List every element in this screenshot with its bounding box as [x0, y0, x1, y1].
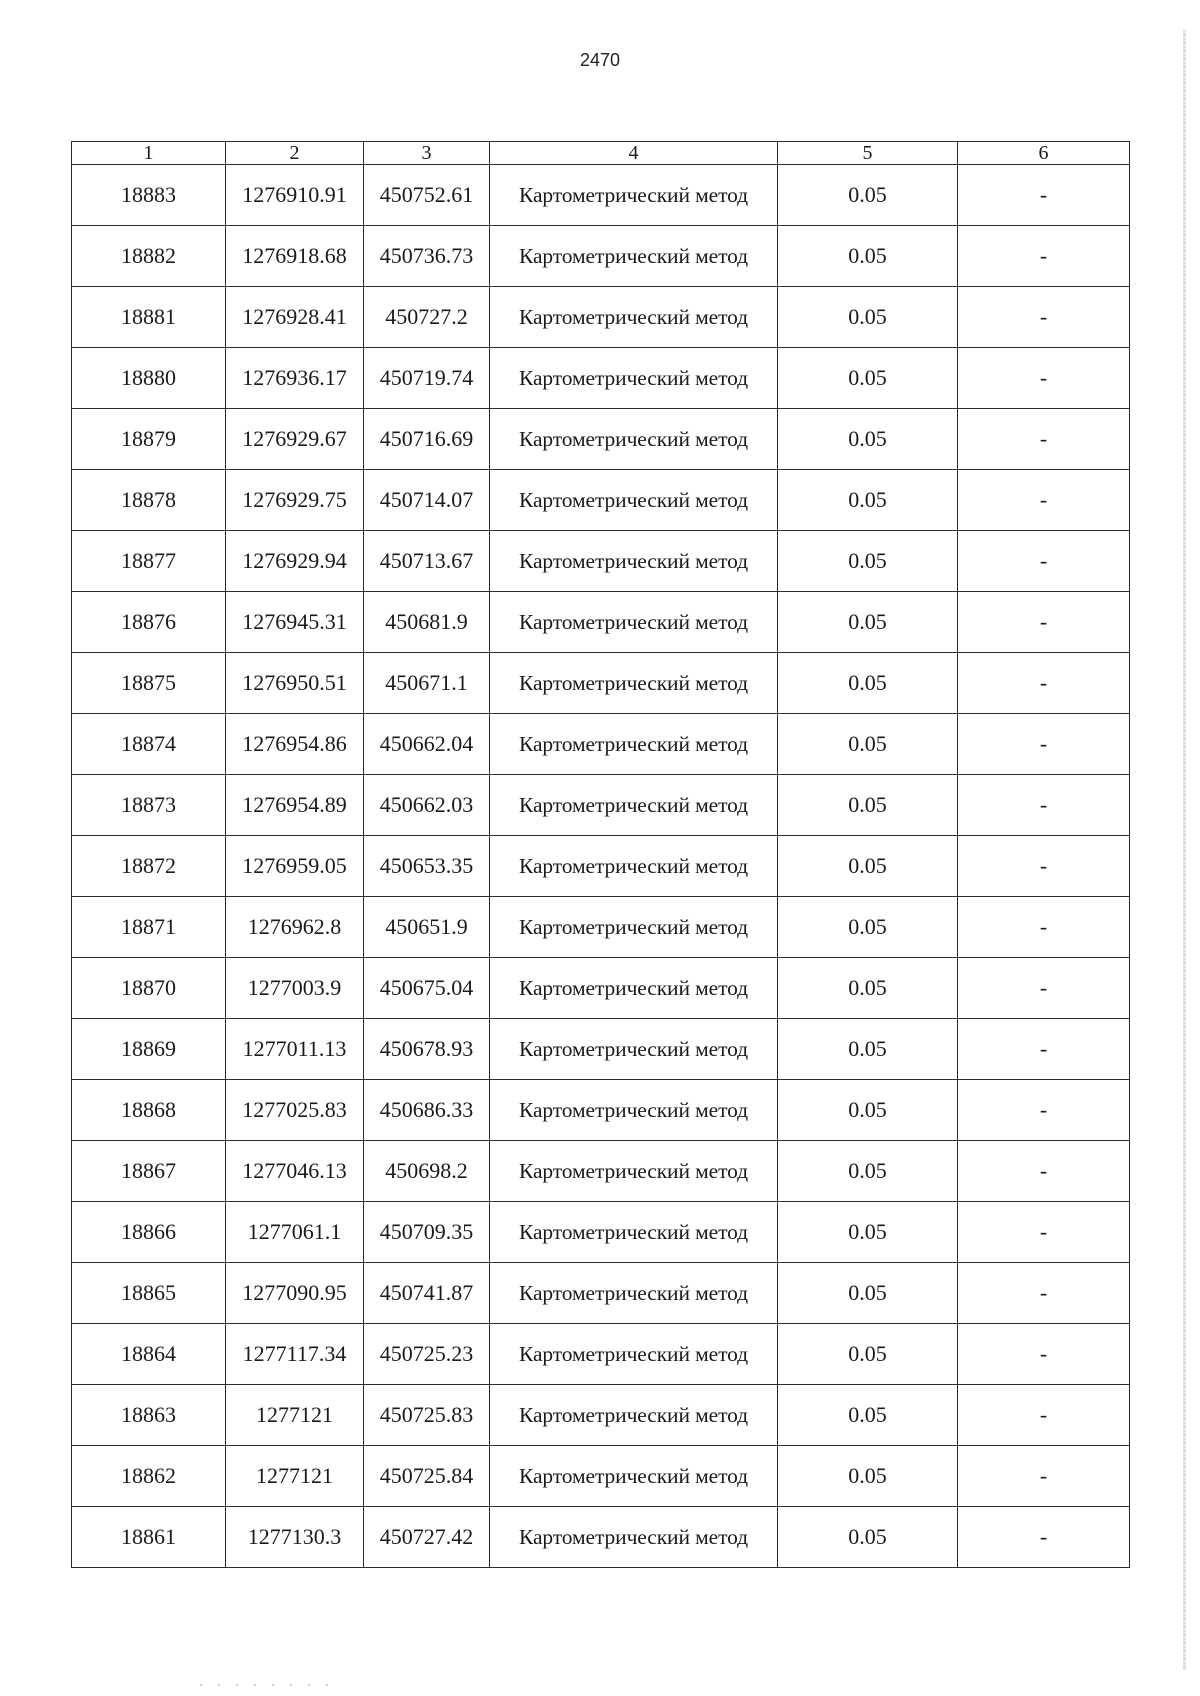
table-cell: 450651.9 — [364, 897, 490, 958]
table-cell: 18873 — [72, 775, 226, 836]
table-row — [72, 409, 1130, 470]
table-cell: 0.05 — [778, 409, 958, 470]
table-header — [72, 142, 1130, 165]
table-cell: - — [958, 226, 1130, 287]
table-cell: 18881 — [72, 287, 226, 348]
table-cell: 450716.69 — [364, 409, 490, 470]
table-cell: 18877 — [72, 531, 226, 592]
table-cell: 18863 — [72, 1385, 226, 1446]
table-cell: Картометрический метод — [490, 653, 778, 714]
table-cell: 1276954.86 — [226, 714, 364, 775]
table-cell: 18862 — [72, 1446, 226, 1507]
table-cell: 1277121 — [226, 1446, 364, 1507]
table-cell: 1277121 — [226, 1385, 364, 1446]
table-cell: Картометрический метод — [490, 287, 778, 348]
table-cell: Картометрический метод — [490, 958, 778, 1019]
table-cell: 1277003.9 — [226, 958, 364, 1019]
table-cell: 18883 — [72, 165, 226, 226]
table-cell: 450725.23 — [364, 1324, 490, 1385]
header-cell: 2 — [226, 142, 364, 165]
table-cell: Картометрический метод — [490, 592, 778, 653]
table-cell: 450653.35 — [364, 836, 490, 897]
table-cell: Картометрический метод — [490, 531, 778, 592]
table-cell: 1276936.17 — [226, 348, 364, 409]
table-row — [72, 1507, 1130, 1568]
table-cell: 450714.07 — [364, 470, 490, 531]
table-cell: 1277046.13 — [226, 1141, 364, 1202]
table-cell: Картометрический метод — [490, 1324, 778, 1385]
table-cell: - — [958, 1019, 1130, 1080]
table-cell: 0.05 — [778, 897, 958, 958]
table-cell: - — [958, 531, 1130, 592]
table-cell: 450662.04 — [364, 714, 490, 775]
table-cell: 18880 — [72, 348, 226, 409]
table-cell: 1276910.91 — [226, 165, 364, 226]
table-cell: 1276954.89 — [226, 775, 364, 836]
table-cell: 1276945.31 — [226, 592, 364, 653]
table-cell: - — [958, 1080, 1130, 1141]
table-cell: 0.05 — [778, 1141, 958, 1202]
table-cell: 1276950.51 — [226, 653, 364, 714]
table-row — [72, 1385, 1130, 1446]
table-cell: 450727.42 — [364, 1507, 490, 1568]
table-cell: - — [958, 1446, 1130, 1507]
table-cell: - — [958, 287, 1130, 348]
table-cell: 450686.33 — [364, 1080, 490, 1141]
table-cell: 18866 — [72, 1202, 226, 1263]
table-cell: Картометрический метод — [490, 1385, 778, 1446]
table-cell: - — [958, 1385, 1130, 1446]
table-cell: 0.05 — [778, 1019, 958, 1080]
table-body — [72, 165, 1130, 1568]
table-cell: 1277025.83 — [226, 1080, 364, 1141]
table-cell: 450698.2 — [364, 1141, 490, 1202]
table-row — [72, 1446, 1130, 1507]
table-cell: 450675.04 — [364, 958, 490, 1019]
table-row — [72, 592, 1130, 653]
table-cell: Картометрический метод — [490, 897, 778, 958]
table-cell: 0.05 — [778, 1263, 958, 1324]
table-cell: - — [958, 1202, 1130, 1263]
table-cell: Картометрический метод — [490, 470, 778, 531]
table-row — [72, 226, 1130, 287]
table-cell: Картометрический метод — [490, 836, 778, 897]
table-cell: 450681.9 — [364, 592, 490, 653]
table-cell: 18876 — [72, 592, 226, 653]
table-cell: 450662.03 — [364, 775, 490, 836]
table-cell: 0.05 — [778, 958, 958, 1019]
table-cell: Картометрический метод — [490, 775, 778, 836]
table-cell: 450719.74 — [364, 348, 490, 409]
table-cell: 18878 — [72, 470, 226, 531]
table-cell: 18865 — [72, 1263, 226, 1324]
table-cell: - — [958, 1507, 1130, 1568]
table-cell: 1277117.34 — [226, 1324, 364, 1385]
table-row — [72, 165, 1130, 226]
header-cell: 3 — [364, 142, 490, 165]
table-cell: 0.05 — [778, 714, 958, 775]
table-cell: - — [958, 165, 1130, 226]
table-cell: 450725.84 — [364, 1446, 490, 1507]
table-cell: 18861 — [72, 1507, 226, 1568]
table-cell: 0.05 — [778, 592, 958, 653]
table-row — [72, 714, 1130, 775]
coordinates-table — [71, 141, 1130, 1568]
table-cell: - — [958, 348, 1130, 409]
table-cell: Картометрический метод — [490, 1202, 778, 1263]
table-cell: - — [958, 775, 1130, 836]
table-cell: 18874 — [72, 714, 226, 775]
table-cell: Картометрический метод — [490, 165, 778, 226]
table-cell: - — [958, 958, 1130, 1019]
table-cell: 1277011.13 — [226, 1019, 364, 1080]
scan-dots-artifact — [200, 1684, 340, 1686]
table-cell: 1276962.8 — [226, 897, 364, 958]
table-row — [72, 897, 1130, 958]
table-row — [72, 775, 1130, 836]
table-cell: 18869 — [72, 1019, 226, 1080]
table-cell: - — [958, 1263, 1130, 1324]
table-row — [72, 1080, 1130, 1141]
table-row — [72, 1263, 1130, 1324]
table-cell: 0.05 — [778, 348, 958, 409]
table-cell: 0.05 — [778, 775, 958, 836]
header-cell: 4 — [490, 142, 778, 165]
table-cell: 0.05 — [778, 653, 958, 714]
table-cell: 18868 — [72, 1080, 226, 1141]
table-cell: - — [958, 897, 1130, 958]
table-cell: Картометрический метод — [490, 1141, 778, 1202]
table-cell: 0.05 — [778, 165, 958, 226]
table-cell: Картометрический метод — [490, 1263, 778, 1324]
table-cell: 0.05 — [778, 226, 958, 287]
table-cell: Картометрический метод — [490, 1080, 778, 1141]
table-row — [72, 1324, 1130, 1385]
table-row — [72, 958, 1130, 1019]
table-cell: 450709.35 — [364, 1202, 490, 1263]
table-cell: 0.05 — [778, 1446, 958, 1507]
table-cell: 18875 — [72, 653, 226, 714]
table-cell: Картометрический метод — [490, 1507, 778, 1568]
scan-edge-artifact — [1183, 30, 1186, 1670]
table-cell: 18872 — [72, 836, 226, 897]
table-cell: 1276929.94 — [226, 531, 364, 592]
table-row — [72, 348, 1130, 409]
table-cell: Картометрический метод — [490, 1019, 778, 1080]
table-row — [72, 531, 1130, 592]
header-cell: 5 — [778, 142, 958, 165]
table-row — [72, 470, 1130, 531]
table-cell: Картометрический метод — [490, 714, 778, 775]
table-cell: 1277090.95 — [226, 1263, 364, 1324]
page-number: 2470 — [579, 50, 621, 70]
table-cell: - — [958, 714, 1130, 775]
table-cell: 0.05 — [778, 1507, 958, 1568]
table-row — [72, 1019, 1130, 1080]
header-cell: 1 — [72, 142, 226, 165]
table-cell: 18882 — [72, 226, 226, 287]
table-cell: 450713.67 — [364, 531, 490, 592]
table-cell: 0.05 — [778, 531, 958, 592]
table-cell: Картометрический метод — [490, 348, 778, 409]
table-cell: - — [958, 1324, 1130, 1385]
table-cell: Картометрический метод — [490, 226, 778, 287]
table-cell: 18864 — [72, 1324, 226, 1385]
table-cell: 450678.93 — [364, 1019, 490, 1080]
header-cell: 6 — [958, 142, 1130, 165]
table-cell: Картометрический метод — [490, 1446, 778, 1507]
table-cell: 1277130.3 — [226, 1507, 364, 1568]
table-row — [72, 1141, 1130, 1202]
table-cell: 0.05 — [778, 1080, 958, 1141]
table-cell: 1276959.05 — [226, 836, 364, 897]
table-cell: 0.05 — [778, 287, 958, 348]
table-cell: 450671.1 — [364, 653, 490, 714]
table-cell: 18871 — [72, 897, 226, 958]
table-cell: - — [958, 836, 1130, 897]
table-cell: - — [958, 470, 1130, 531]
table-cell: 450752.61 — [364, 165, 490, 226]
table-cell: 0.05 — [778, 836, 958, 897]
table-cell: 18867 — [72, 1141, 226, 1202]
table-cell: 450736.73 — [364, 226, 490, 287]
table-cell: 1276929.75 — [226, 470, 364, 531]
table-cell: - — [958, 653, 1130, 714]
table-row — [72, 1202, 1130, 1263]
header-row — [72, 142, 1130, 165]
table-cell: 1276928.41 — [226, 287, 364, 348]
coordinates-table-container — [71, 141, 1130, 1568]
table-cell: 1277061.1 — [226, 1202, 364, 1263]
table-cell: 1276929.67 — [226, 409, 364, 470]
table-cell: - — [958, 1141, 1130, 1202]
table-row — [72, 287, 1130, 348]
table-cell: 18870 — [72, 958, 226, 1019]
table-cell: - — [958, 409, 1130, 470]
table-cell: 0.05 — [778, 1202, 958, 1263]
table-row — [72, 836, 1130, 897]
table-cell: 0.05 — [778, 470, 958, 531]
table-cell: Картометрический метод — [490, 409, 778, 470]
table-cell: 0.05 — [778, 1385, 958, 1446]
table-cell: - — [958, 592, 1130, 653]
table-cell: 0.05 — [778, 1324, 958, 1385]
table-cell: 450741.87 — [364, 1263, 490, 1324]
table-cell: 18879 — [72, 409, 226, 470]
table-cell: 450727.2 — [364, 287, 490, 348]
table-cell: 1276918.68 — [226, 226, 364, 287]
table-cell: 450725.83 — [364, 1385, 490, 1446]
table-row — [72, 653, 1130, 714]
